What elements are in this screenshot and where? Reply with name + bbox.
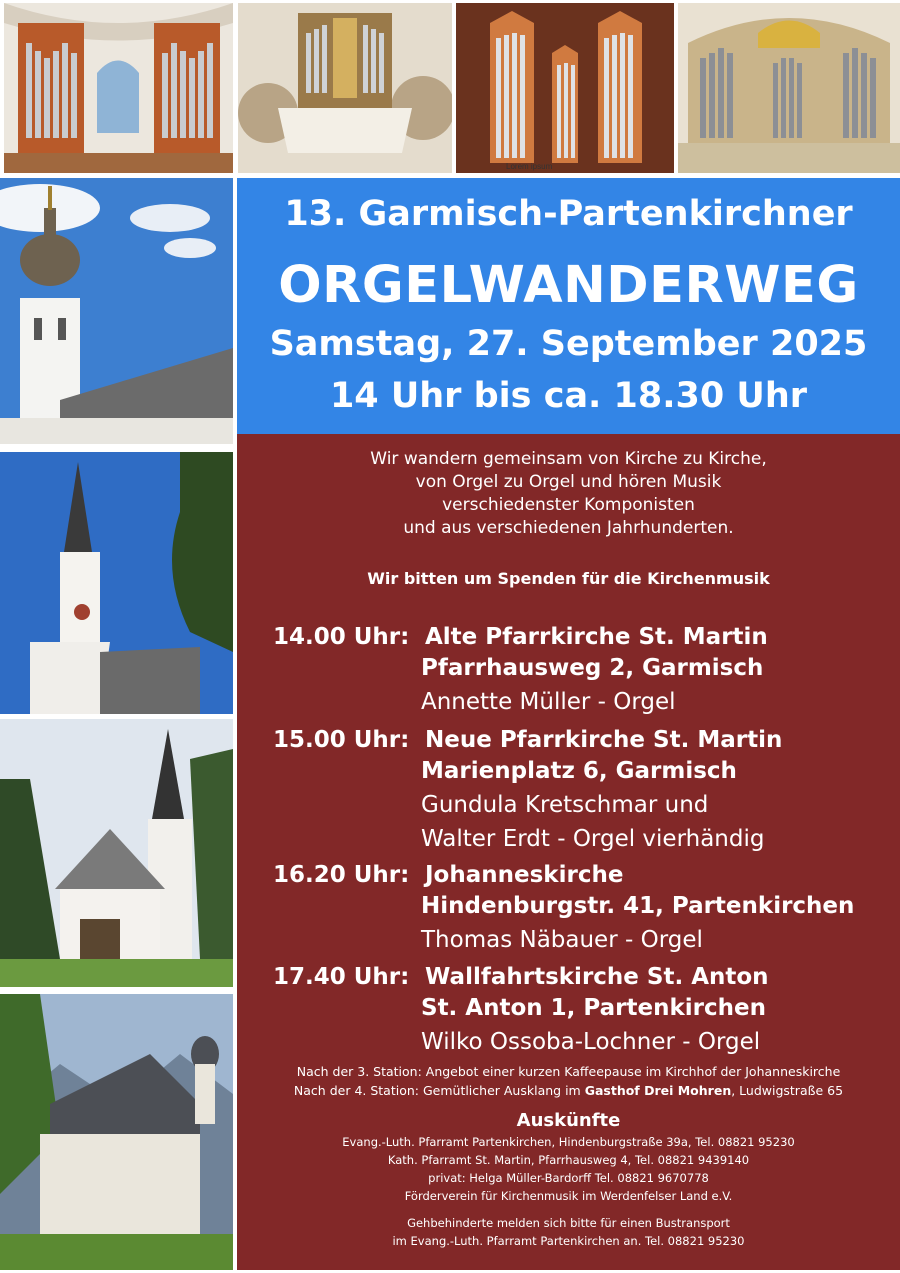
station-time: 16.20 Uhr: xyxy=(273,862,410,888)
intro-line: und aus verschiedenen Jahrhunderten. xyxy=(403,518,734,538)
event-time: 14 Uhr bis ca. 18.30 Uhr xyxy=(329,376,808,416)
accessibility-note xyxy=(237,1214,900,1250)
intro-text xyxy=(237,448,900,540)
station-address: Hindenburgstr. 41, Partenkirchen xyxy=(421,893,855,919)
intro-line: verschiedenster Komponisten xyxy=(442,495,695,515)
info-heading: Auskünfte xyxy=(516,1110,621,1131)
station-time: 14.00 Uhr: xyxy=(273,624,410,650)
main-panel xyxy=(237,434,900,1270)
contact-line: Förderverein für Kirchenmusik im Werdenfelser Land e.V. xyxy=(404,1189,733,1203)
note-text: , Ludwigstraße 65 xyxy=(731,1083,844,1098)
station-time: 15.00 Uhr: xyxy=(273,727,410,753)
station-church: Neue Pfarrkirche St. Martin xyxy=(425,727,783,753)
event-date: Samstag, 27. September 2025 xyxy=(269,324,868,364)
event-title: ORGELWANDERWEG xyxy=(278,256,859,315)
intro-line: Wir wandern gemeinsam von Kirche zu Kirche, xyxy=(370,449,767,469)
station-address: Pfarrhausweg 2, Garmisch xyxy=(421,655,764,681)
station-time: 17.40 Uhr: xyxy=(273,964,410,990)
station-notes xyxy=(237,1062,900,1100)
accessibility-line: im Evang.-Luth. Pfarramt Partenkirchen an. Tel. 08821 95230 xyxy=(392,1234,745,1248)
station-address: Marienplatz 6, Garmisch xyxy=(421,758,737,784)
intro-line: von Orgel zu Orgel und hören Musik xyxy=(415,472,722,492)
organ-photo-1 xyxy=(4,3,233,173)
contact-info xyxy=(237,1133,900,1205)
contact-line: privat: Helga Müller-Bardorff Tel. 08821 9670778 xyxy=(428,1171,709,1185)
church-photo-johanneskirche xyxy=(0,719,233,987)
church-photo-alte-pfarrkirche xyxy=(0,178,233,444)
church-photo-neue-pfarrkirche xyxy=(0,452,233,714)
station-performer: Wilko Ossoba-Lochner - Orgel xyxy=(421,1029,761,1055)
organ-photo-4 xyxy=(678,3,900,173)
title-banner xyxy=(237,178,900,434)
station-address: St. Anton 1, Partenkirchen xyxy=(421,995,766,1021)
station-church: Johanneskirche xyxy=(425,862,624,888)
station-performer: Thomas Näbauer - Orgel xyxy=(421,927,703,953)
venue-name: Gasthof Drei Mohren xyxy=(584,1083,732,1098)
station-performer: Walter Erdt - Orgel vierhändig xyxy=(421,826,765,852)
photo-caption: Lorem ipsum xyxy=(506,162,553,171)
note-text: Nach der 4. Station: Gemütlicher Ausklang im xyxy=(293,1083,585,1098)
station-church: Alte Pfarrkirche St. Martin xyxy=(425,624,768,650)
note-coffee-break: Nach der 3. Station: Angebot einer kurzen Kaffeepause im Kirchhof der Johanneskirche xyxy=(296,1064,841,1079)
contact-line: Kath. Pfarramt St. Martin, Pfarrhausweg 4, Tel. 08821 9439140 xyxy=(387,1153,750,1167)
organ-photo-3 xyxy=(456,3,674,173)
donation-note: Wir bitten um Spenden für die Kirchenmusik xyxy=(367,569,770,588)
organ-photo-2 xyxy=(238,3,452,173)
contact-line: Evang.-Luth. Pfarramt Partenkirchen, Hindenburgstraße 39a, Tel. 08821 95230 xyxy=(342,1135,795,1149)
church-photo-wallfahrtskirche xyxy=(0,994,233,1270)
station-performer: Annette Müller - Orgel xyxy=(421,689,676,715)
accessibility-line: Gehbehinderte melden sich bitte für einen Bustransport xyxy=(407,1216,730,1230)
note-final-gathering xyxy=(237,1081,900,1100)
event-edition-title: 13. Garmisch-Partenkirchner xyxy=(284,194,853,234)
station-performer: Gundula Kretschmar und xyxy=(421,792,709,818)
station-church: Wallfahrtskirche St. Anton xyxy=(425,964,769,990)
